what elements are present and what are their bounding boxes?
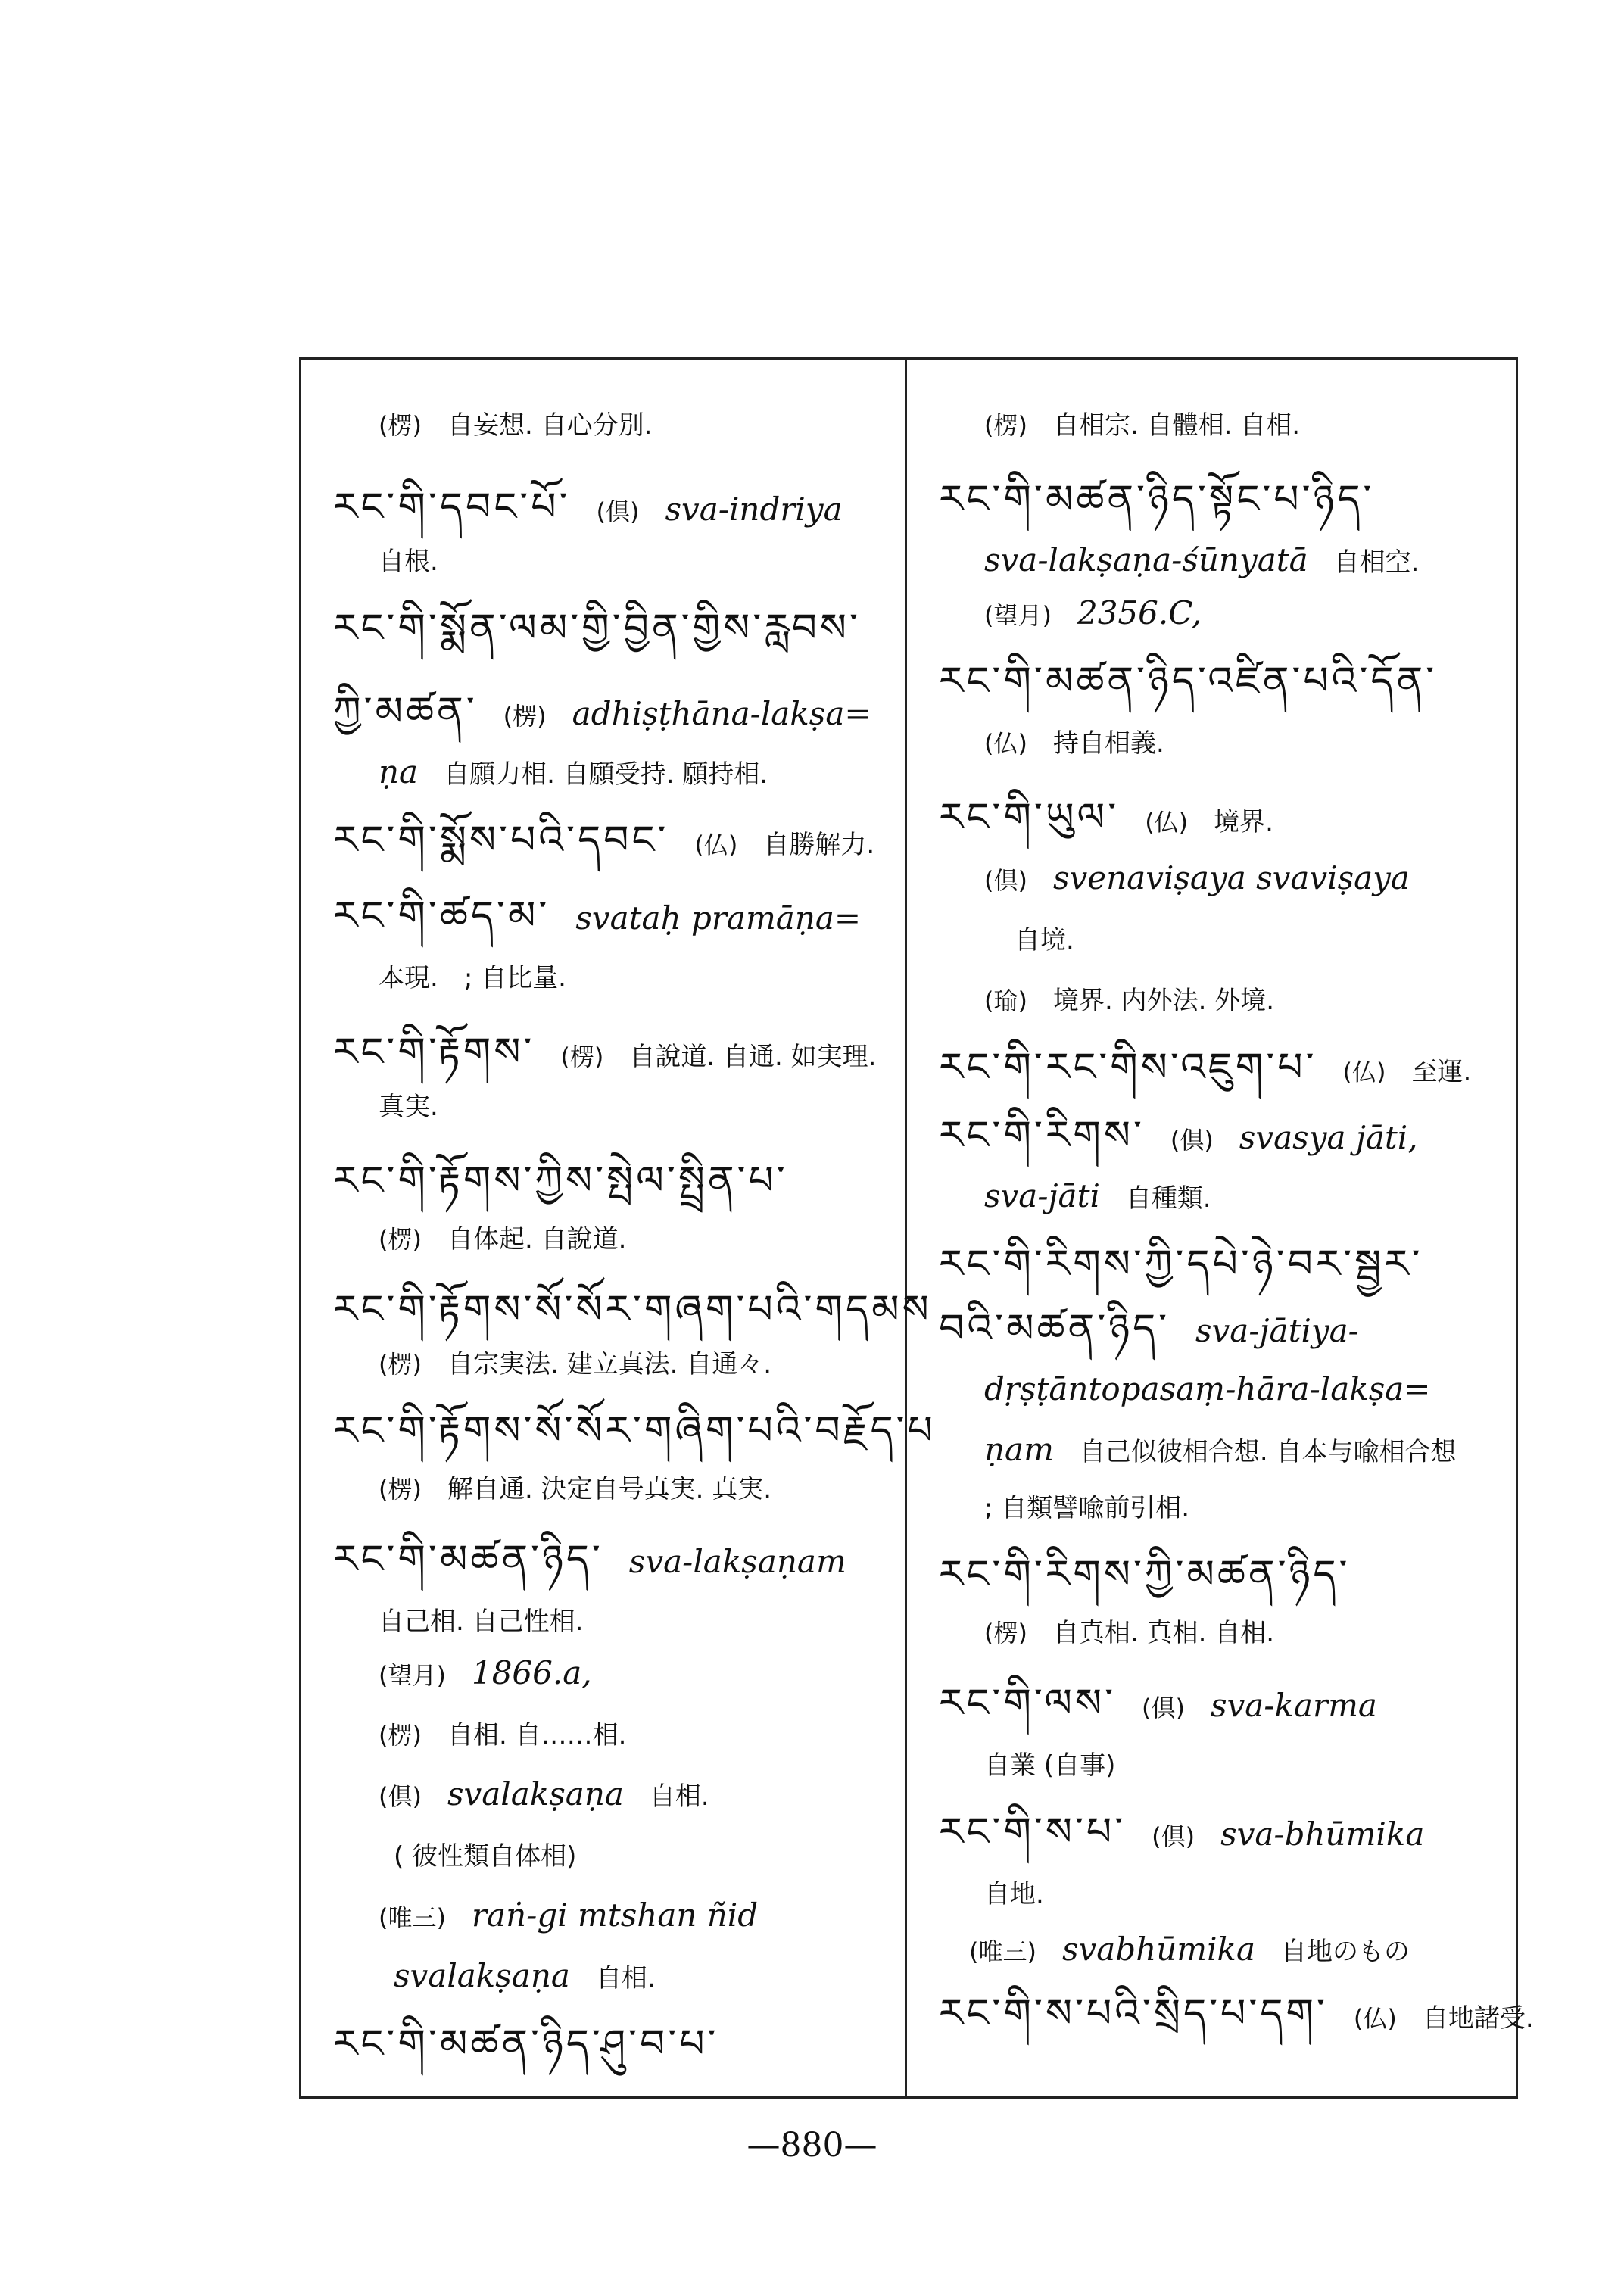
romanized-term: sva-jātiya- [1195, 1312, 1359, 1349]
dictionary-entry-line [333, 1537, 846, 1585]
dictionary-entry-line [333, 1030, 876, 1080]
cjk-gloss: 自地諸受. [1422, 2003, 1534, 2034]
cjk-gloss: ( 彼性類自体相) [394, 1841, 577, 1872]
tibetan-term: ཀྱི་མཚན་ [333, 689, 478, 734]
dictionary-entry-line [984, 1741, 1115, 1788]
tibetan-term: རང་གི་མཚན་ཉིད་འཛིན་པའི་དོན་ [939, 659, 1438, 704]
cjk-gloss: ; 自類譬喩前引相. [984, 1493, 1190, 1523]
source-tag: (仏) [694, 831, 738, 859]
romanized-term: 2356.C, [1077, 594, 1202, 631]
dictionary-entry-line [379, 1083, 438, 1130]
tibetan-term: རང་གི་ཚད་མ་ [333, 893, 550, 939]
dictionary-entry-line [379, 1772, 709, 1819]
dictionary-entry-line [333, 485, 843, 535]
dictionary-entry-line [333, 1287, 932, 1336]
tibetan-term: རང་གི་རྟོགས་ [333, 1030, 535, 1075]
dictionary-entry-line [379, 954, 566, 1001]
dictionary-entry-line [379, 1711, 626, 1758]
romanized-term: adhiṣṭhāna-lakṣa= [572, 695, 871, 732]
tibetan-term: རང་གི་སྨོན་ལམ་གྱི་བྱིན་གྱིས་རླབས་ [333, 606, 861, 651]
cjk-gloss: ; 自比量. [463, 963, 566, 993]
cjk-gloss: 自体起. 自說道. [447, 1224, 627, 1255]
dictionary-entry-line [939, 1113, 1418, 1163]
dictionary-entry-line [984, 1427, 1457, 1475]
page-number: —880— [747, 2126, 877, 2165]
tibetan-term: རང་གི་རྟོགས་སོ་སོར་གཞག་པའི་གདམས [333, 1287, 932, 1332]
source-tag: (倶) [596, 497, 640, 526]
cjk-gloss: 自說道. 自通. 如実理. [629, 1042, 877, 1072]
romanized-term: sva-lakṣaṇa-śūnyatā [984, 541, 1308, 578]
romanized-term: sva-lakṣaṇam [628, 1543, 846, 1580]
dictionary-entry-line [939, 1809, 1424, 1859]
source-tag: (仏) [1145, 808, 1189, 837]
dictionary-entry-line [984, 856, 1410, 903]
source-tag: (楞) [984, 1619, 1027, 1647]
cjk-gloss: 自境. [1015, 925, 1074, 955]
tibetan-term: རང་གི་རྟོགས་ཀྱིས་སྤེལ་སྤྲིན་པ་ [333, 1158, 788, 1204]
column-divider [905, 357, 907, 2099]
romanized-term: dṛṣṭāntopasaṃ-hāra-lakṣa= [984, 1370, 1431, 1407]
dictionary-entry-line [984, 719, 1164, 766]
dictionary-entry-line [939, 1681, 1377, 1731]
romanized-term: sva-indriya [665, 491, 843, 528]
dictionary-entry-line [984, 538, 1419, 585]
dictionary-entry-line [984, 1367, 1431, 1413]
tibetan-term: བའི་མཚན་ཉིད་ [939, 1306, 1170, 1351]
cjk-gloss: 自相. [595, 1963, 656, 1993]
dictionary-entry-line [333, 2021, 718, 2070]
dictionary-entry-line [984, 1609, 1274, 1656]
dictionary-entry-line [939, 477, 1374, 525]
dictionary-entry-line [984, 1484, 1189, 1531]
source-tag: (仏) [984, 729, 1027, 758]
dictionary-entry-line [379, 1465, 771, 1512]
romanized-term: ṇa [379, 753, 419, 790]
tibetan-term: རང་གི་རིགས་ཀྱི་དཔེ་ཉེ་བར་སྦྱར་ [939, 1242, 1423, 1287]
source-tag: (倶) [1142, 1694, 1186, 1722]
romanized-term: svataḥ pramāṇa= [575, 899, 862, 937]
source-tag: (倶) [1152, 1822, 1195, 1851]
cjk-gloss: 自真相. 真相. 自相. [1052, 1618, 1275, 1648]
tibetan-term: རང་གི་རང་གིས་འཇུག་པ་ [939, 1045, 1317, 1090]
dictionary-entry-line [939, 1991, 1534, 2041]
dictionary-entry-line [379, 401, 652, 448]
dictionary-entry-line [939, 659, 1437, 707]
romanized-term: svalakṣaṇa [447, 1775, 624, 1812]
dictionary-entry-line [939, 1045, 1471, 1095]
cjk-gloss: 自業 (自事) [984, 1750, 1116, 1781]
dictionary-entry-line [333, 1408, 936, 1457]
dictionary-entry-line [333, 818, 874, 868]
dictionary-entry-line [1015, 916, 1074, 963]
romanized-term: svenaviṣaya svaviṣaya [1052, 859, 1410, 896]
tibetan-term: རང་གི་མཚན་ཉིད་སྟོང་པ་ཉིད་ [939, 477, 1375, 522]
romanized-term: svalakṣaṇa [394, 1957, 570, 1994]
tibetan-term: རང་གི་རིགས་ཀྱི་མཚན་ཉིད་ [939, 1552, 1351, 1597]
source-tag: (楞) [503, 702, 547, 731]
romanized-term: sva-bhūmika [1220, 1816, 1425, 1853]
tibetan-term: རང་གི་རིགས་ [939, 1113, 1145, 1158]
cjk-gloss: 自相空. [1333, 547, 1420, 578]
source-tag: (瑜) [984, 986, 1027, 1015]
dictionary-entry-line [333, 893, 861, 942]
dictionary-entry-line [379, 538, 438, 584]
cjk-gloss: 境界. [1214, 807, 1273, 837]
dictionary-entry-line [984, 977, 1274, 1024]
cjk-gloss: 自宗実法. 建立真法. 自通々. [447, 1349, 772, 1379]
source-tag: (望月) [379, 1661, 446, 1690]
romanized-term: svasya jāti, [1239, 1119, 1418, 1156]
tibetan-term: རང་གི་ས་པ་ [939, 1809, 1127, 1855]
source-tag: (楞) [379, 411, 422, 440]
dictionary-entry-line [333, 606, 861, 654]
cjk-gloss: 自地. [984, 1879, 1044, 1909]
tibetan-term: རང་གི་ཡུལ་ [939, 795, 1120, 840]
dictionary-entry-line [379, 1597, 583, 1644]
cjk-gloss: 自勝解力. [763, 830, 875, 860]
source-tag: (唯三) [969, 1937, 1036, 1966]
source-tag: (仏) [1342, 1058, 1386, 1086]
source-tag: (唯三) [379, 1903, 446, 1932]
cjk-gloss: 自己相. 自己性相. [379, 1607, 584, 1637]
source-tag: (倶) [1170, 1126, 1214, 1155]
source-tag: (倶) [984, 866, 1027, 895]
romanized-term: raṅ-gi mtshan ñid [471, 1897, 759, 1934]
cjk-gloss: 真実. [379, 1092, 438, 1122]
cjk-gloss: 解自通. 決定自号真実. 真実. [447, 1474, 772, 1504]
cjk-gloss: 自地のもの [1281, 1937, 1410, 1967]
cjk-gloss: 自根. [379, 547, 438, 577]
dictionary-entry-line [333, 689, 871, 739]
cjk-gloss: 自相. [649, 1781, 709, 1812]
dictionary-entry-line [939, 1306, 1359, 1354]
tibetan-term: རང་གི་ས་པའི་སྲིད་པ་དག་ [939, 1991, 1328, 2037]
dictionary-entry-line [939, 1242, 1423, 1290]
dictionary-entry-line [379, 750, 768, 797]
dictionary-entry-line [939, 795, 1273, 845]
dictionary-entry-line [984, 1173, 1211, 1221]
tibetan-term: རང་གི་ལས་ [939, 1681, 1117, 1726]
dictionary-entry-line [379, 1340, 771, 1387]
tibetan-term: རང་གི་མཚན་ཉིད་ཤུ་བ་པ་ [333, 2021, 719, 2067]
cjk-gloss: 自相宗. 自體相. 自相. [1052, 410, 1301, 441]
source-tag: (望月) [984, 601, 1052, 630]
dictionary-entry-line [379, 1215, 626, 1262]
dictionary-entry-line [984, 1870, 1044, 1917]
cjk-gloss: 至運. [1411, 1057, 1472, 1087]
source-tag: (仏) [1353, 2004, 1397, 2033]
source-tag: (楞) [379, 1225, 422, 1254]
romanized-term: ṇam [984, 1431, 1054, 1468]
tibetan-term: རང་གི་སྨོས་པའི་དབང་ [333, 818, 669, 863]
cjk-gloss: 本現. [379, 963, 438, 993]
romanized-term: svabhūmika [1061, 1931, 1256, 1968]
dictionary-entry-line [984, 591, 1202, 638]
source-tag: (楞) [984, 411, 1027, 440]
dictionary-entry-line [379, 1650, 592, 1698]
source-tag: (倶) [379, 1782, 422, 1811]
dictionary-entry-line [939, 1552, 1350, 1601]
source-tag: (楞) [560, 1043, 604, 1071]
cjk-gloss: 自種類. [1125, 1183, 1211, 1214]
tibetan-term: རང་གི་རྟོགས་སོ་སོར་གཞིག་པའི་བརྗོད་པ [333, 1408, 936, 1454]
tibetan-term: རང་གི་དབང་པོ་ [333, 485, 571, 530]
cjk-gloss: 境界. 内外法. 外境. [1052, 986, 1275, 1016]
dictionary-entry-line [333, 1158, 788, 1207]
source-tag: (楞) [379, 1475, 422, 1504]
dictionary-entry-line [984, 401, 1300, 448]
cjk-gloss: 自己似彼相合想. 自本与喩相合想 [1079, 1437, 1457, 1467]
dictionary-entry-line [379, 1893, 758, 1940]
dictionary-entry-line [394, 1953, 656, 2001]
dictionary-entry-line [394, 1832, 576, 1879]
romanized-term: sva-jāti [984, 1177, 1100, 1214]
tibetan-term: རང་གི་མཚན་ཉིད་ [333, 1537, 603, 1582]
source-tag: (楞) [379, 1350, 422, 1379]
romanized-term: sva-karma [1211, 1687, 1377, 1724]
cjk-gloss: 自妄想. 自心分別. [447, 410, 653, 441]
cjk-gloss: 持自相義. [1052, 728, 1164, 759]
dictionary-entry-line [969, 1927, 1410, 1975]
romanized-term: 1866.a, [471, 1654, 592, 1691]
cjk-gloss: 自願力相. 自願受持. 願持相. [444, 759, 768, 790]
source-tag: (楞) [379, 1721, 422, 1750]
cjk-gloss: 自相. 自……相. [447, 1720, 627, 1750]
